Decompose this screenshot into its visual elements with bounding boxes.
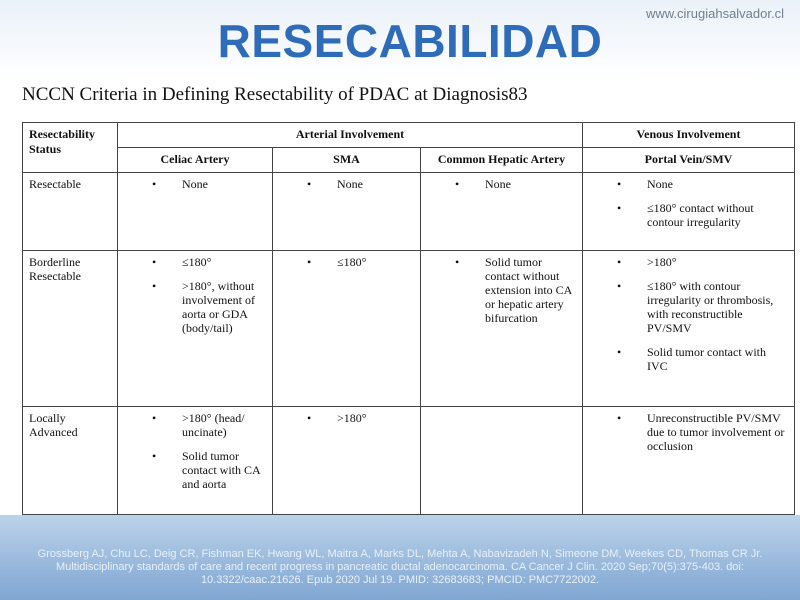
sma-cell	[273, 407, 421, 515]
list-item: • >180° (head/ uncinate)	[124, 411, 266, 439]
cha-cell	[421, 251, 583, 407]
list-item: • None	[124, 177, 266, 191]
table-row	[23, 251, 795, 407]
bullet-text: >180°	[337, 411, 367, 425]
table-caption: NCCN Criteria in Defining Resectability of PDAC at Diagnosis83	[22, 84, 528, 105]
venous-involvement-header: Venous Involvement	[583, 123, 795, 148]
sma-header: SMA	[273, 148, 421, 173]
bullet-text: None	[485, 177, 511, 191]
table-row	[23, 407, 795, 515]
bullet-text: ≤180° with contour irregularity or thrombosis, with reconstructible PV/SMV	[647, 279, 774, 335]
status-cell: Locally Advanced	[23, 407, 118, 515]
bullet-text: ≤180° contact without contour irregularity	[647, 201, 754, 229]
bullet-text: ≤180°	[337, 255, 367, 269]
bullet-text: Solid tumor contact with IVC	[647, 345, 766, 373]
bullet-text: Unreconstructible PV/SMV due to tumor involvement or occlusion	[647, 411, 785, 453]
bullet-text: >180° (head/ uncinate)	[182, 411, 245, 439]
portal-vein-smv-header: Portal Vein/SMV	[583, 148, 795, 173]
list-item: • None	[589, 177, 788, 191]
cha-cell	[421, 173, 583, 251]
celiac-artery-header: Celiac Artery	[118, 148, 273, 173]
list-item: • None	[427, 177, 576, 191]
pv-smv-cell	[583, 173, 795, 251]
bullet-text: None	[337, 177, 363, 191]
list-item: • Solid tumor contact without extension into CA or hepatic artery bifurcation	[427, 255, 576, 325]
resectability-table	[22, 122, 795, 515]
celiac-cell	[118, 251, 273, 407]
list-item: • ≤180° contact without contour irregularity	[589, 201, 788, 229]
list-item: • ≤180°	[124, 255, 266, 269]
header-row-main	[23, 123, 795, 148]
status-cell: Resectable	[23, 173, 118, 251]
cha-cell	[421, 407, 583, 515]
list-item: • >180°	[589, 255, 788, 269]
status-cell: Borderline Resectable	[23, 251, 118, 407]
bullet-text: Solid tumor contact without extension into CA or hepatic artery bifurcation	[485, 255, 572, 325]
pv-smv-cell	[583, 407, 795, 515]
status-column-header: Resectability Status	[23, 123, 118, 173]
bullet-text: >180°, without involvement of aorta or GDA (body/tail)	[182, 279, 255, 335]
list-item: • ≤180° with contour irregularity or thrombosis, with reconstructible PV/SMV	[589, 279, 788, 335]
list-item: • None	[279, 177, 414, 191]
slide-title: RESECABILIDAD	[217, 15, 603, 67]
sma-cell	[273, 173, 421, 251]
bullet-text: None	[647, 177, 673, 191]
list-item: • Unreconstructible PV/SMV due to tumor involvement or occlusion	[589, 411, 788, 453]
pv-smv-cell	[583, 251, 795, 407]
list-item: • >180°	[279, 411, 414, 425]
sma-cell	[273, 251, 421, 407]
list-item: • Solid tumor contact with IVC	[589, 345, 788, 373]
table-row	[23, 173, 795, 251]
bullet-text: ≤180°	[182, 255, 212, 269]
citation-text: Grossberg AJ, Chu LC, Deig CR, Fishman EK, Hwang WL, Maitra A, Marks DL, Mehta A, Nabavizadeh N, Simeone DM, Weekes CD, Thomas CR Jr. Multidisciplinary standards of care and recent progress in pancreatic ductal adenocarcinoma. CA Cancer J Clin. 2020 Sep;70(5):375-403. doi: 10.3322/caac.21626. Epub 2020 Jul 19. PMID: 32683683; PMCID: PMC7722002.	[37, 548, 763, 586]
bullet-text: None	[182, 177, 208, 191]
bullet-text: >180°	[647, 255, 677, 269]
header-row-sub	[23, 148, 795, 173]
list-item: • Solid tumor contact with CA and aorta	[124, 449, 266, 491]
bullet-text: Solid tumor contact with CA and aorta	[182, 449, 260, 491]
list-item: • ≤180°	[279, 255, 414, 269]
arterial-involvement-header: Arterial Involvement	[118, 123, 583, 148]
website-url: www.cirugiahsalvador.cl	[645, 6, 784, 21]
celiac-cell	[118, 407, 273, 515]
list-item: • >180°, without involvement of aorta or GDA (body/tail)	[124, 279, 266, 335]
celiac-cell	[118, 173, 273, 251]
common-hepatic-artery-header: Common Hepatic Artery	[421, 148, 583, 173]
